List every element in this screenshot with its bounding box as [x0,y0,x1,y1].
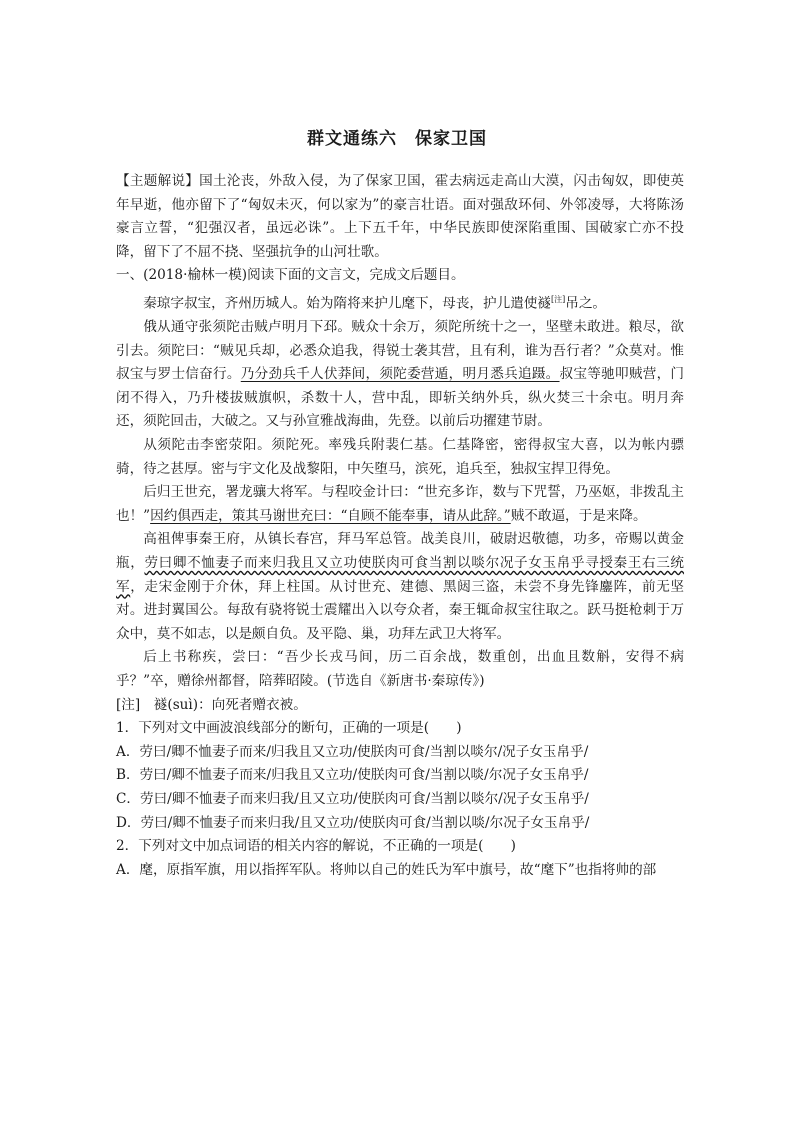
annotation-note: [注] 襚(suì)：向死者赠衣被。 [116,696,307,713]
passage-p5-text-b: ，走宋金刚于介休，拜上柱国。从讨世充、建德、黑闼三盗，未尝不身先锋鏖阵，前无坚对。进封翼国公。每敌有骁将锐士震耀出入以夸众者，秦王辄命叔宝往取之。跃马挺枪刺于万众中，莫不如志，以是颇自负。及平隐、巢，功拜左武卫大将军。 [116,578,685,642]
intro-label: 【主题解说】 [116,173,200,189]
passage-p1-end: 吊之。 [565,295,607,312]
passage-paragraph-2 [116,316,684,434]
passage-paragraph-6: 后上书称疾，尝曰：“吾少长戎马间，历二百余战，数重创，出血且数斛，安得不病乎？”卒，赠徐州都督，陪葬昭陵。(节选自《新唐书·秦琼传》) [116,649,684,689]
passage-p1-text: 秦琼字叔宝，齐州历城人。始为隋将来护儿麾下，母丧，护儿遣使襚 [143,295,551,312]
question-1: 1．下列对文中画波浪线部分的断句，正确的一项是( ) [116,720,462,737]
question-1-option-b: B．劳曰/卿不恤妻子而来/归我且又立功/使朕肉可食/当割以啖/尔况子女玉帛乎/ [116,767,589,784]
intro-paragraph [116,170,684,264]
passage-p5-wavy: 劳曰卿不恤妻子而来归我且又立功使朕肉可食当割以啖尔况子女玉帛乎寻授秦王右三统军 [116,555,685,595]
question-2-option-a: A．麾，原指军旗，用以指挥军队。将帅以自己的姓氏为军中旗号，故“麾下”也指将帅的部 [116,861,657,878]
section-heading: 一、(2018·榆林一模)阅读下面的文言文，完成文后题目。 [116,267,465,284]
passage-p5-text-a: 高祖俾事秦王府，从镇长春宫，拜马军总管。战美良川，破尉迟敬德，功多，帝赐以黄金瓶， [116,531,684,572]
passage-paragraph-5 [116,528,684,646]
question-1-option-c: C．劳曰/卿不恤妻子而来归我/且又立功/使朕肉可食/当割以啖尔/况子女玉帛乎/ [116,790,589,807]
passage-p4-underlined: 因约俱西走，策其马谢世充曰：“自顾不能奉事，请从此辞。” [150,507,511,524]
passage-paragraph-1 [116,288,684,316]
passage-p4-text-a: 后归王世充，署龙骧大将军。与程咬金计曰：“世充多诈，数与下咒誓，乃巫妪，非拨乱主也！” [116,484,684,524]
document-body [116,170,684,882]
passage-p1-note-mark: [注] [551,294,566,304]
passage-p2-text-b: 叔宝等驰叩贼营，门闭不得入，乃升楼拔贼旗帜，杀数十人，营中乱，即斩关纳外兵，纵火焚三十余屯。明月奔还，须陀回击，大破之。又与孙宣雅战海曲，先登。以前后功擢建节尉。 [116,366,685,430]
passage-p2-text-a: 俄从通守张须陀击贼卢明月下邳。贼众十余万，须陀所统十之一，坚壁未敢进。粮尽，欲引去。须陀曰：“贼见兵却，必悉众追我，得锐士袭其营，且有利，谁为吾行者？”众莫对。惟叔宝与罗士信奋行。 [116,319,684,383]
passage-p4-text-b: 贼不敢逼，于是来降。 [510,507,647,524]
passage-paragraph-4 [116,481,684,528]
passage-p2-underlined: 乃分劲兵千人伏莽间，须陀委营遁，明月悉兵追蹑。 [240,366,560,383]
question-2: 2．下列对文中加点词语的相关内容的解说，不正确的一项是( ) [116,838,516,855]
question-1-option-a: A．劳曰/卿不恤妻子而来/归我且又立功/使朕肉可食/当割以啖尔/况子女玉帛乎/ [116,743,589,760]
question-1-option-d: D．劳曰/卿不恤妻子而来归我/且又立功/使朕肉可食/当割以啖/尔况子女玉帛乎/ [116,814,590,831]
intro-text: 国土沦丧，外敌入侵，为了保家卫国，霍去病远走高山大漠，闪击匈奴，即使英年早逝，他亦留下了“匈奴未灭，何以家为”的豪言壮语。面对强敌环伺、外邻凌辱，大将陈汤豪言立誓，“犯强汉者，虽远必诛”。上下五千年，中华民族即使深陷重围、国破家亡亦不投降，留下了不屈不挠、坚强抗争的山河壮歌。 [116,173,685,260]
passage-paragraph-3: 从须陀击李密荥阳。须陀死。率残兵附裴仁基。仁基降密，密得叔宝大喜，以为帐内骠骑，待之甚厚。密与宇文化及战黎阳，中矢堕马，滨死，追兵至，独叔宝捍卫得免。 [116,437,684,477]
page-title: 群文通练六 保家卫国 [307,129,487,149]
